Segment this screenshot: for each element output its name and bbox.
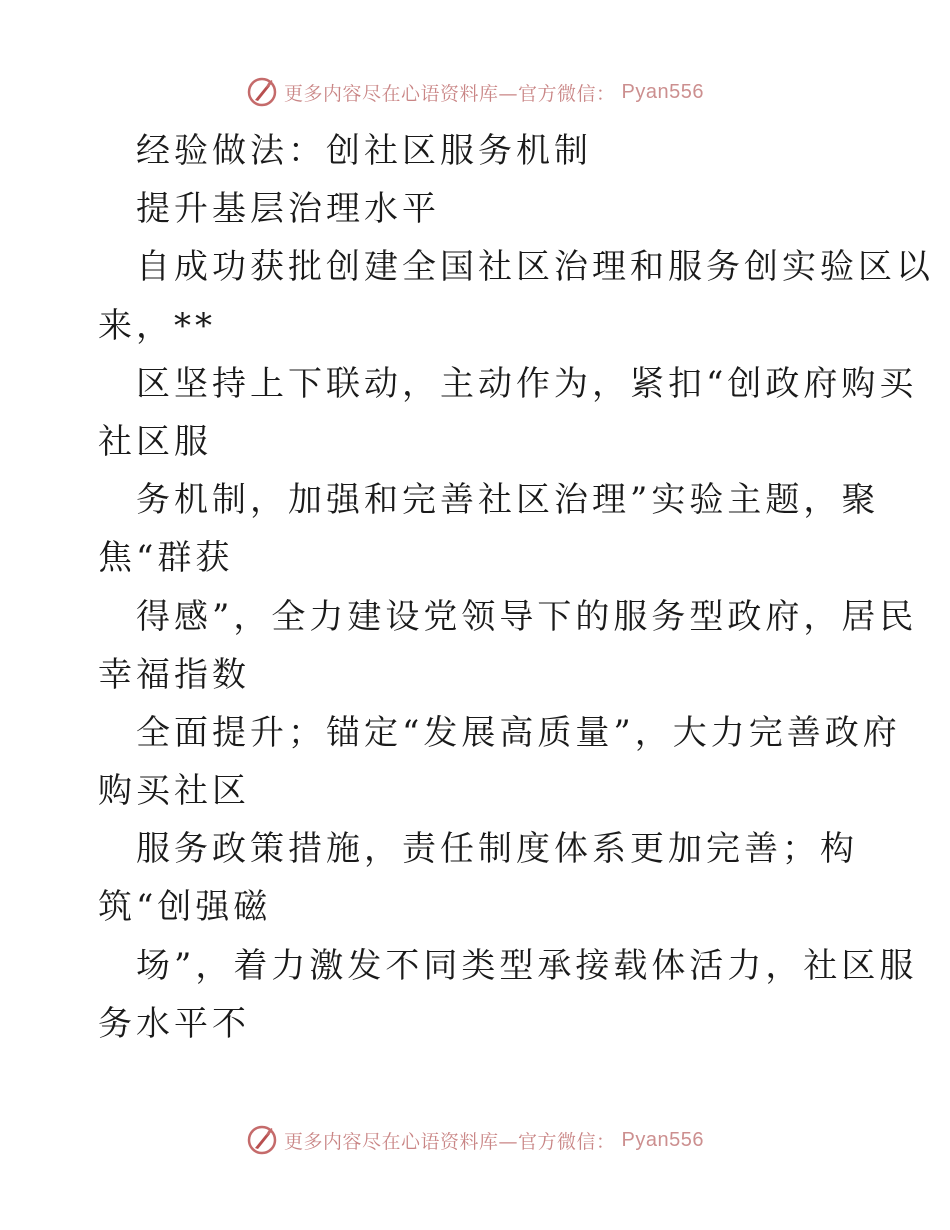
document-line: 务机制，加强和完善社区治理”实验主题，聚 [136, 480, 880, 521]
document-line: 务水平不 [98, 1003, 250, 1044]
document-line: 来，** [98, 305, 216, 346]
document-line: 提升基层治理水平 [136, 189, 440, 230]
watermark-handle: Pyan556 [621, 80, 704, 103]
document-line: 场”，着力激发不同类型承接载体活力，社区服 [136, 945, 918, 986]
document-line: 幸福指数 [98, 654, 250, 695]
document-body [98, 122, 934, 1053]
document-line: 服务政策措施，责任制度体系更加完善；构 [136, 829, 858, 870]
document-line: 购买社区 [98, 771, 250, 812]
quill-logo-icon [246, 76, 278, 108]
watermark-text: 更多内容尽在心语资料库—官方微信： [284, 82, 616, 105]
watermark-handle: Pyan556 [621, 1128, 704, 1151]
document-line: 焦“群获 [98, 538, 234, 579]
document-line: 全面提升；锚定“发展高质量”，大力完善政府 [136, 712, 901, 753]
watermark-footer [0, 1120, 950, 1160]
document-line: 社区服 [98, 421, 212, 462]
document-line: 经验做法：创社区服务机制 [136, 131, 592, 171]
document-line: 自成功获批创建全国社区治理和服务创实验区以 [136, 247, 934, 288]
watermark-text: 更多内容尽在心语资料库—官方微信： [284, 1130, 616, 1153]
document-line: 筑“创强磁 [98, 887, 272, 928]
document-line: 得感”，全力建设党领导下的服务型政府，居民 [136, 596, 918, 637]
document-line: 区坚持上下联动，主动作为，紧扣“创政府购买 [136, 363, 918, 404]
watermark-header [0, 72, 950, 112]
quill-logo-icon [246, 1124, 278, 1156]
